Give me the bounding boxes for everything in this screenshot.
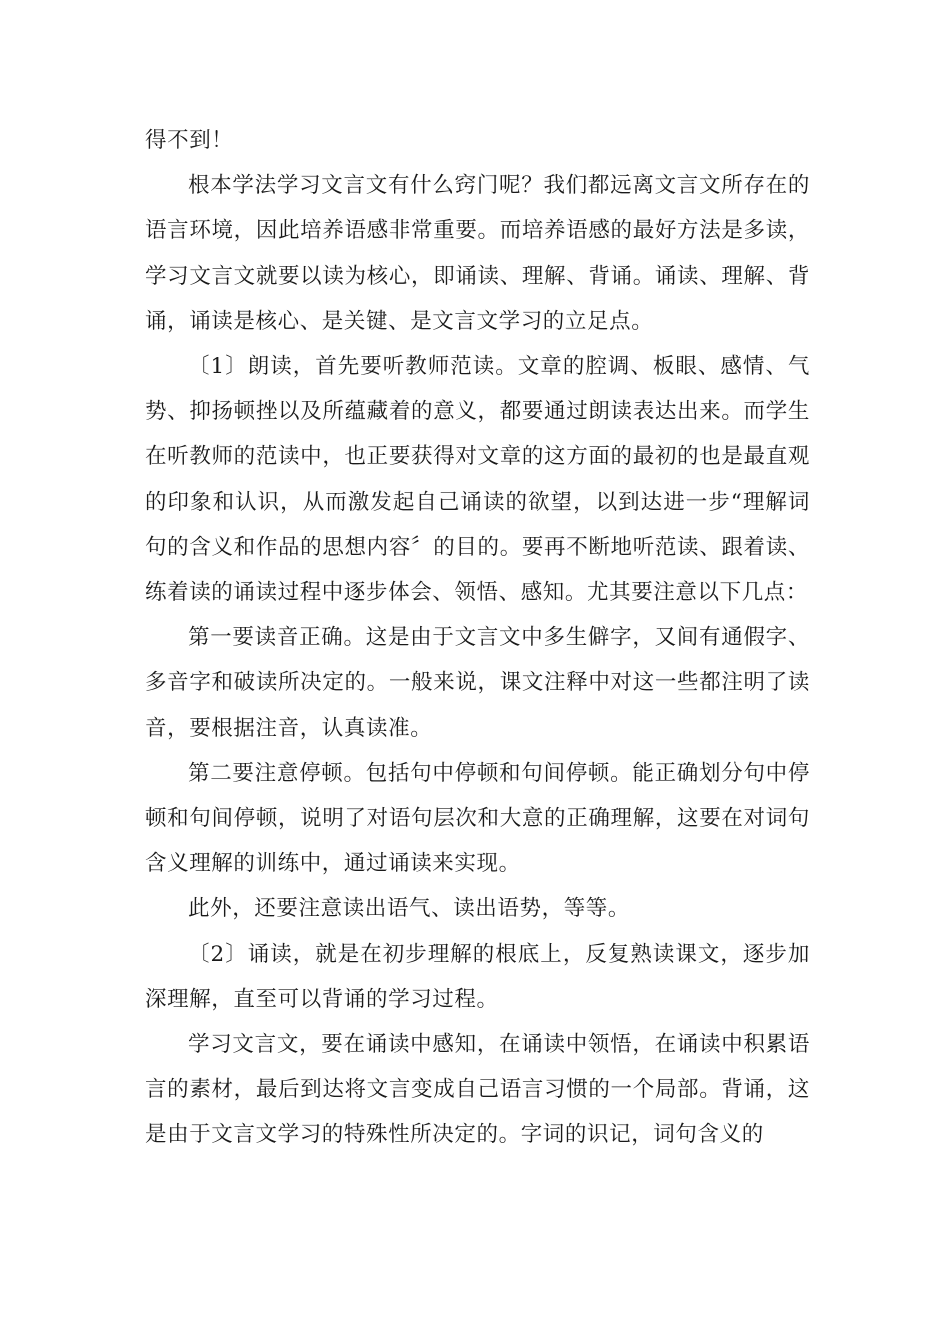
paragraph-tone: 此外，还要注意读出语气、读出语势，等等。 (188, 896, 631, 922)
paragraph-continuation: 得不到！ (145, 128, 234, 153)
paragraph-learning-classical: 学习文言文，要在诵读中感知，在诵读中领悟，在诵读中积累语言的素材，最后到达将文言变成自己语言习惯的一个局部。背诵，这是由于文言文学习的特殊性所决定的。字词的识记，词句含义的 (145, 1032, 810, 1148)
paragraph-pauses: 第二要注意停顿。包括句中停顿和句间停顿。能正确划分句中停顿和句间停顿，说明了对语句层次和大意的正确理解，这要在对词句含义理解的训练中，通过诵读来实现。 (145, 760, 810, 877)
paragraph-study-method: 根本学法学习文言文有什么窍门呢？我们都远离文言文所存在的语言环境，因此培养语感非常重要。而培养语感的最好方法是多读，学习文言文就要以读为核心，即诵读、理解、背诵。诵读、理解、背诵，诵读是核心、是关键、是文言文学习的立足点。 (145, 173, 810, 334)
paragraph-reading-aloud: 〔1〕朗读，首先要听教师范读。文章的腔调、板眼、感情、气势、抑扬顿挫以及所蕴藏着的意义，都要通过朗读表达出来。而学生在听教师的范读中，也正要获得对文章的这方面的最初的也是最直观的印象和认识，从而激发起自己诵读的欲望，以到达进一步“理解词句的含义和作品的思想内容〞的目的。要再不断地听范读、跟着读、练着读的诵读过程中逐步体会、领悟、感知。尤其要注意以下几点： (145, 354, 810, 606)
paragraph-recitation: 〔2〕诵读，就是在初步理解的根底上，反复熟读课文，逐步加深理解，直至可以背诵的学习过程。 (145, 941, 810, 1012)
paragraph-correct-pronunciation: 第一要读音正确。这是由于文言文中多生僻字，又间有通假字、多音字和破读所决定的。一般来说，课文注释中对这一些都注明了读音，要根据注音，认真读准。 (145, 625, 810, 741)
document-body (145, 118, 810, 1158)
